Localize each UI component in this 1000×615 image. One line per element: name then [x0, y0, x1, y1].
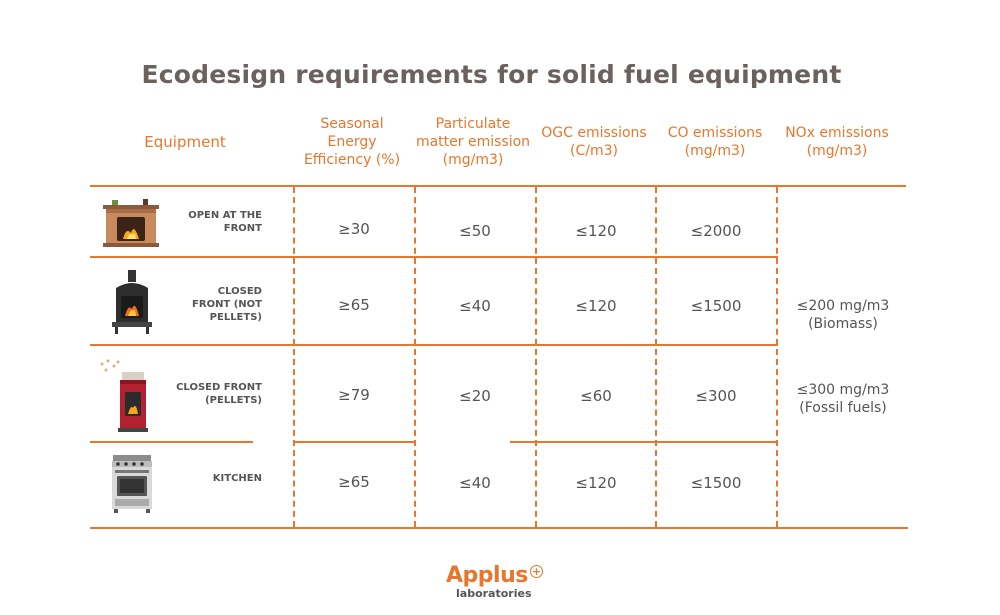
wood-stove-icon — [108, 270, 156, 334]
header-seasonal-efficiency: Seasonal Energy Efficiency (%) — [303, 116, 401, 168]
row-divider-3b — [295, 441, 415, 443]
applus-logo — [446, 563, 556, 603]
table-cell: ≤40 — [459, 297, 491, 315]
col-divider-5 — [776, 187, 778, 527]
table-cell: ≤300 — [695, 387, 737, 405]
row-divider-3c — [510, 441, 778, 443]
table-cell: ≥65 — [338, 473, 370, 491]
logo-plus-icon: + — [531, 565, 542, 578]
table-cell: ≥65 — [338, 296, 370, 314]
table-cell: ≤120 — [575, 474, 617, 492]
table-cell: ≤40 — [459, 474, 491, 492]
table-cell: ≤120 — [575, 222, 617, 240]
logo-sub-text: laboratories — [456, 587, 532, 600]
table-cell: ≤50 — [459, 222, 491, 240]
equipment-label-kitchen: KITCHEN — [212, 473, 262, 484]
equipment-label-closed-front: CLOSED FRONT (NOT PELLETS) — [192, 286, 262, 323]
header-particulate: Particulate matter emission (mg/m3) — [415, 116, 531, 168]
nox-fossil: ≤300 mg/m3 (Fossil fuels) — [796, 382, 890, 416]
table-cell: ≤2000 — [690, 222, 742, 240]
table-bottom-border — [90, 527, 908, 529]
row-divider-2 — [90, 344, 778, 346]
page-title: Ecodesign requirements for solid fuel equipment — [141, 60, 842, 89]
table-top-border — [90, 185, 906, 187]
table-cell: ≤120 — [575, 297, 617, 315]
row-divider-3a — [90, 441, 253, 443]
nox-biomass: ≤200 mg/m3 (Biomass) — [796, 298, 890, 332]
header-ogc: OGC emissions (C/m3) — [541, 125, 647, 159]
kitchen-stove-icon — [112, 455, 152, 513]
row-divider-1 — [90, 256, 778, 258]
table-cell: ≤1500 — [690, 297, 742, 315]
header-nox: NOx emissions (mg/m3) — [785, 125, 889, 159]
equipment-label-open-front: OPEN AT THE FRONT — [188, 210, 262, 234]
header-co: CO emissions (mg/m3) — [667, 125, 763, 159]
logo-main-text: Applus — [446, 563, 528, 588]
open-fireplace-icon — [103, 197, 159, 247]
equipment-label-closed-front-pellets: CLOSED FRONT (PELLETS) — [176, 382, 262, 406]
header-equipment: Equipment — [144, 133, 226, 151]
table-cell: ≤60 — [580, 387, 612, 405]
pellet-stove-icon — [98, 358, 154, 432]
table-cell: ≤20 — [459, 387, 491, 405]
table-cell: ≥30 — [338, 220, 370, 238]
table-cell: ≥79 — [338, 386, 370, 404]
table-cell: ≤1500 — [690, 474, 742, 492]
